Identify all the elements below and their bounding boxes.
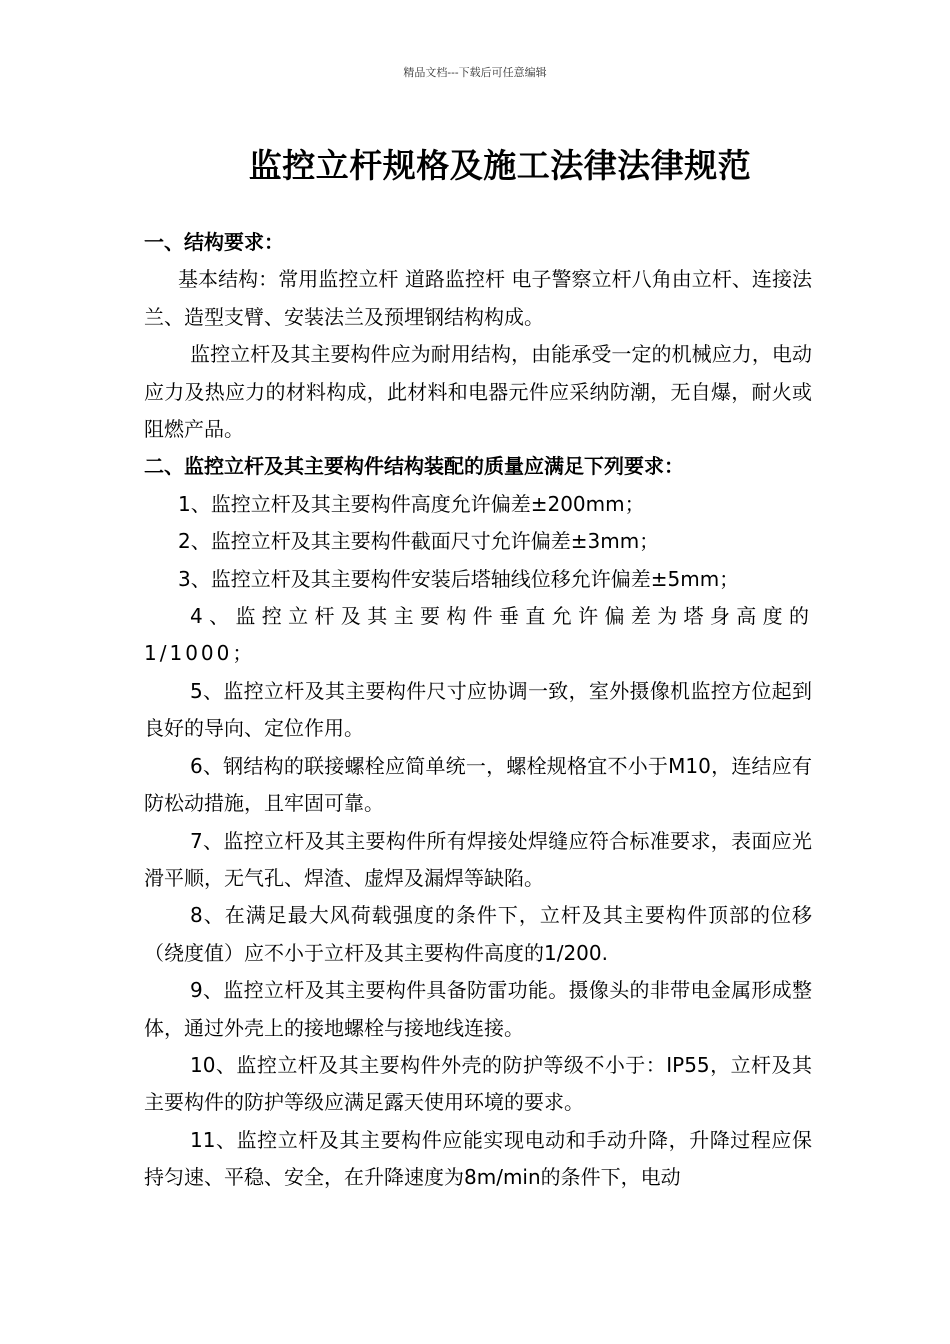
document-title: 监控立杆规格及施工法律法律规范 [248, 146, 752, 185]
list-item: 10、监控立杆及其主要构件外壳的防护等级不小于：IP55，立杆及其主要构件的防护等级应满足露天使用环境的要求。 [144, 1052, 812, 1115]
list-item: 5、监控立杆及其主要构件尺寸应协调一致，室外摄像机监控方位起到良好的导向、定位作用。 [144, 678, 812, 741]
paragraph-durable-structure: 监控立杆及其主要构件应为耐用结构，由能承受一定的机械应力，电动应力及热应力的材料构成，此材料和电器元件应采纳防潮，无自爆，耐火或阻燃产品。 [144, 342, 812, 442]
section-heading-2: 二、监控立杆及其主要构件结构装配的质量应满足下列要求： [144, 454, 684, 479]
list-item: 7、监控立杆及其主要构件所有焊接处焊缝应符合标准要求，表面应光滑平顺，无气孔、焊渣、虚焊及漏焊等缺陷。 [144, 828, 812, 890]
list-item: 1、监控立杆及其主要构件高度允许偏差±200mm； [178, 491, 645, 516]
paragraph-basic-structure: 基本结构：常用监控立杆 道路监控杆 电子警察立杆八角由立杆、连接法兰、造型支臂、安装法兰及预埋钢结构构成。 [144, 267, 812, 329]
list-item: 8、在满足最大风荷载强度的条件下，立杆及其主要构件顶部的位移（绕度值）应不小于立杆及其主要构件高度的1/200. [144, 903, 812, 965]
section-heading-1: 一、结构要求： [144, 230, 284, 254]
list-item: 11、监控立杆及其主要构件应能实现电动和手动升降，升降过程应保持匀速、平稳、安全，在升降速度为8m/min的条件下，电动 [144, 1127, 812, 1190]
list-item: 4、监控立杆及其主要构件垂直允许偏差为塔身高度的1/1000； [144, 604, 812, 666]
list-item: 3、监控立杆及其主要构件安装后塔轴线位移允许偏差±5mm； [178, 566, 740, 591]
list-item: 6、钢结构的联接螺栓应简单统一，螺栓规格宜不小于M10，连结应有防松动措施，且牢固可靠。 [144, 753, 812, 816]
document-body [144, 224, 812, 1197]
page-header: 精品文档---下载后可任意编辑 [403, 66, 547, 79]
list-item: 9、监控立杆及其主要构件具备防雷功能。摄像头的非带电金属形成整体，通过外壳上的接地螺栓与接地线连接。 [144, 978, 812, 1040]
list-item: 2、监控立杆及其主要构件截面尺寸允许偏差±3mm； [178, 529, 660, 554]
